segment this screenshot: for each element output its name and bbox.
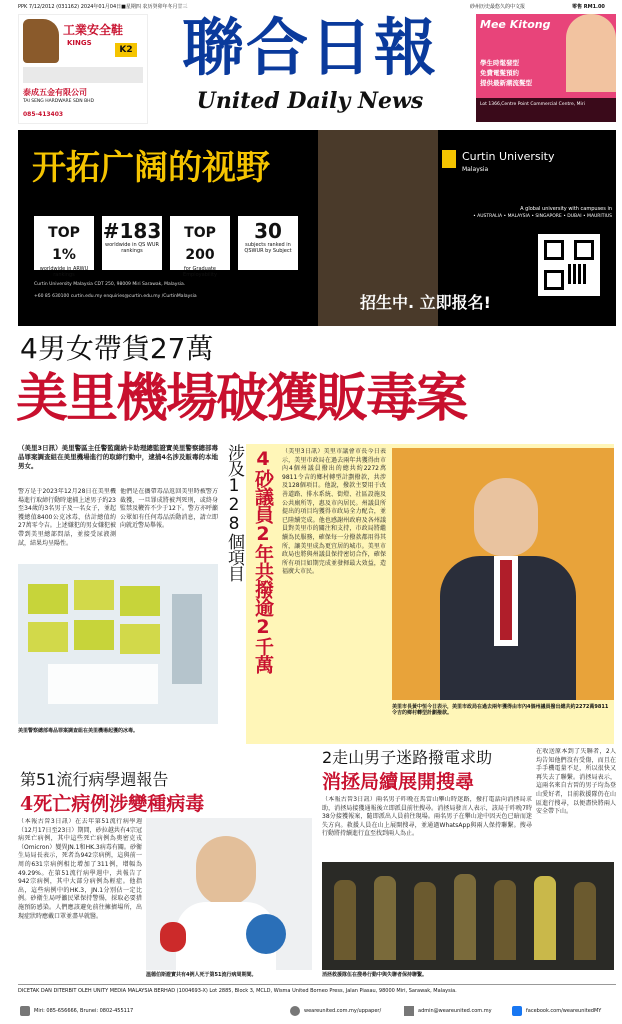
story4-caption: 消拯救援隊伍在搜尋行動中與失聯者保持聯繫。 (322, 972, 428, 978)
ad-left-company-en: TAI SENG HARDWARE SDN BHD (23, 99, 95, 104)
lead-kicker: 4男女帶貨27萬 (20, 332, 214, 365)
masthead-title: 聯合日報 (181, 11, 438, 84)
ad-left-phone: 085-413403 (23, 111, 64, 118)
footer-email[interactable]: admin@weareunited.com.my (418, 1008, 492, 1014)
story4-headline: 消拯局續展開搜尋 (322, 771, 475, 793)
ad-right-brand: Mee Kitong (480, 18, 551, 31)
story2-headline: 4砂議員2年共撥逾2千萬 (252, 448, 274, 673)
lead-photo-caption: 美里警察總部毒品罪案調查組在美里機場起獲的冰毒。 (18, 728, 139, 734)
safety-boot-icon (23, 19, 59, 63)
facebook-icon (512, 1006, 522, 1016)
footer-publisher: DICETAK DAN DITERBIT OLEH UNITY MEDIA MALAYSIA BERHAD (1004693-X) Lot 2885, Block 3, MCLD, Wisma United Borneo Press, Jalan Piasau, 98000 Miri, Sarawak, Malaysia. (18, 988, 457, 994)
story2-caption: 美里市長黃中恒今日表示，美里市政局在過去兩年獲得由市內4個州議員撥出總共約2272萬9811令吉的鄉村轉型計劃撥款。 (392, 704, 609, 716)
lead-headline: 美里機場破獲販毒案 (16, 368, 467, 429)
curtin-logo-icon (442, 150, 456, 168)
story3-headline: 4死亡病例涉變種病毒 (20, 793, 205, 815)
stat-30: 30 subjects ranked in QSWUR by Subject (238, 216, 298, 270)
story3-kicker: 第51流行病學週報告 (20, 770, 169, 789)
story3-caption: 溫德伯斯證實共有4例人死于第51流行病周期間。 (146, 972, 257, 978)
footer-web[interactable]: weareunited.com.my/uppaper/ (304, 1008, 382, 1014)
qr-code-icon[interactable] (538, 234, 600, 296)
ad-right (476, 14, 616, 122)
ad-left-brand: KINGS (67, 39, 92, 47)
ad-left-badge: K2 (115, 43, 137, 57)
mayor-photo (392, 448, 614, 700)
issue-date: PPK 7/12/2012 (031162) 2024年01月04日■星期四 农历癸卯年冬月廿三 (18, 4, 188, 10)
banner-uni: Curtin University (462, 150, 555, 163)
ad-right-address: Lot 1366,Centre Point Commercial Centre, Miri (480, 102, 585, 107)
ad-right-bullet-2: 免費電髮預約 (480, 69, 519, 77)
footer-phone: Miri: 085-656666, Brunei: 0802-455117 (34, 1008, 134, 1014)
ad-right-bullet-3: 提供最新潮流髮型 (480, 79, 532, 87)
story4-body2: 在收送原本到了失聯者，2人均告知他們沒有受傷，而且在手手機電量不足，所以很快又再失去了聯繫。消拯局表示，這兩名來自古晉的男子均為登山愛好者，目前救援隊仍在山區進行搜尋，以便盡快將兩人安全帶下山。 (536, 748, 616, 816)
curtin-banner (18, 130, 616, 326)
ad-left-title: 工業安全鞋 (63, 23, 124, 37)
banner-campuses: • AUSTRALIA • MALAYSIA • SINGAPORE • DUBAI • MAURITIUS (473, 214, 612, 219)
story2-body: （美里3日訊）美里市議會市長今日表示，美里市政局在過去兩年共獲得由市內4個州議員撥出的總共約2272萬9811令吉的鄉村轉型計劃撥款，共涉及128個項目。他說，撥款主要用于改善道路、排水系統、街燈、社區設施及公共廁所等，惠及市內居民。州議員所提出的項目均獲得市政局全力配合，並已陸續完成。他也感謝州政府及各州議員對美里市的關注和支持，市政局將繼續為民服務，確保每一分撥款都用得其所，讓美里成為更宜居的城市。美里市政局也將與州議員保持密切合作，確保所有項目如期完成並發揮最大效益，造福廣大市民。 (282, 448, 386, 576)
boots-row-image (23, 67, 143, 83)
banner-address: Curtin University Malaysia CDT 250, 98009 Miri Sarawak, Malaysia. (34, 282, 186, 287)
ad-right-bullet-1: 學生時髦發型 (480, 59, 519, 67)
lead-col2: 他們是在攜帶毒品返回美里時被警方截獲，一旦罪成將被判死刑，或終身監禁及鞭笞不少于12下。警方亦呼籲公眾如有任何毒品活動消息，請立即向就近警局舉報。 (120, 488, 218, 530)
footer-facebook[interactable]: facebook.com/weareunitedMY (526, 1008, 602, 1014)
banner-global: A global university with campuses in (520, 206, 612, 212)
ad-left (18, 14, 148, 124)
story2-kicker: 涉及128個項目 (224, 444, 244, 581)
story4-kicker: 2走山男子迷路撥電求助 (322, 748, 493, 767)
email-icon (404, 1006, 414, 1016)
phone-icon (20, 1006, 30, 1016)
official-photo (146, 818, 312, 970)
stat-183: #183 worldwide in QS WUR rankings (102, 216, 162, 270)
story3-body: （本報古晉3日訊）在去年第51流行病學週（12月17日至23日）期間，砂拉越共有4宗冠病死亡病例，其中這些死亡病例為奧密克戎（Omicron）變異JN.1和HK.3病毒有關。砂衛生局局長表示，死者為942宗病例，這與前一周的631宗病例相比增加了311例，增幅為49.29%。在第51流行病學週中，共報告了942宗病例，其中大部分病例為輕症。他指出，這些病例中的HK.3，JN.1分別佔一定比例。砂衛生局呼籲民眾保持警惕，採取必要措施預防感染。人們應該避免前往擁擠場所，出現症狀時應戴口罩並盡早就醫。 (18, 818, 142, 920)
banner-uni-sub: Malaysia (462, 166, 489, 173)
globe-icon (290, 1006, 300, 1016)
footer-divider (18, 984, 616, 985)
lead-intro: （美里3日訊）美里警區主任警監薩納卡助理總監證實美里警察總部毒品罪案調查組在美里機場進行的取締行動中，逮捕4名涉及販毒的本地男女。 (18, 444, 218, 470)
stat-top200: TOP 200 for Graduate Employability (170, 216, 230, 270)
drugs-photo (18, 564, 218, 724)
rescue-photo (322, 862, 614, 970)
stat-top1: TOP 1% worldwide in ARWU rankings (34, 216, 94, 270)
tagline: 砂州历史最悠久的中文报 (470, 4, 526, 10)
ad-left-company: 泰成五金有限公司 (23, 88, 87, 97)
banner-headline: 开拓广阔的视野 (32, 148, 270, 188)
lead-col1: 警方是于2023年12月28日在美里機場進行取締行動時逮捕上述男子約23至34歲的3名男子及一名女子，並起獲總值8400公克冰毒，估計總值約27萬零令吉。上述嫌犯的男女嫌犯被帶到美里總部問話，並接受尿液測試，結果均呈陽性。 (18, 488, 116, 547)
masthead-subtitle: United Daily News (196, 88, 424, 114)
price: 零售 RM1.00 (572, 4, 605, 10)
banner-contact: +60 85 630100 curtin.edu.my enquiries@curtin.edu.my /CurtinMalaysia (34, 294, 197, 299)
story4-body: （本報古晉3日訊）兩名男子昨晚在馬當山攀山時迷路，撥打電話向消拯局求助，消拯局接獲通報後立即派員前往搜尋。消拯局發言人表示，該局于昨晚7時38分接獲報案，隨即派出人員前往現場。兩名男子在攀山途中因天色已暗而迷失方向。救援人員在山上展開搜尋，並通過WhatsApp與兩人保持聯繫。搜尋行動將持續進行直至找到兩人為止。 (322, 796, 532, 838)
banner-cta: 招生中. 立即报名! (360, 293, 491, 312)
model-photo (566, 14, 616, 92)
